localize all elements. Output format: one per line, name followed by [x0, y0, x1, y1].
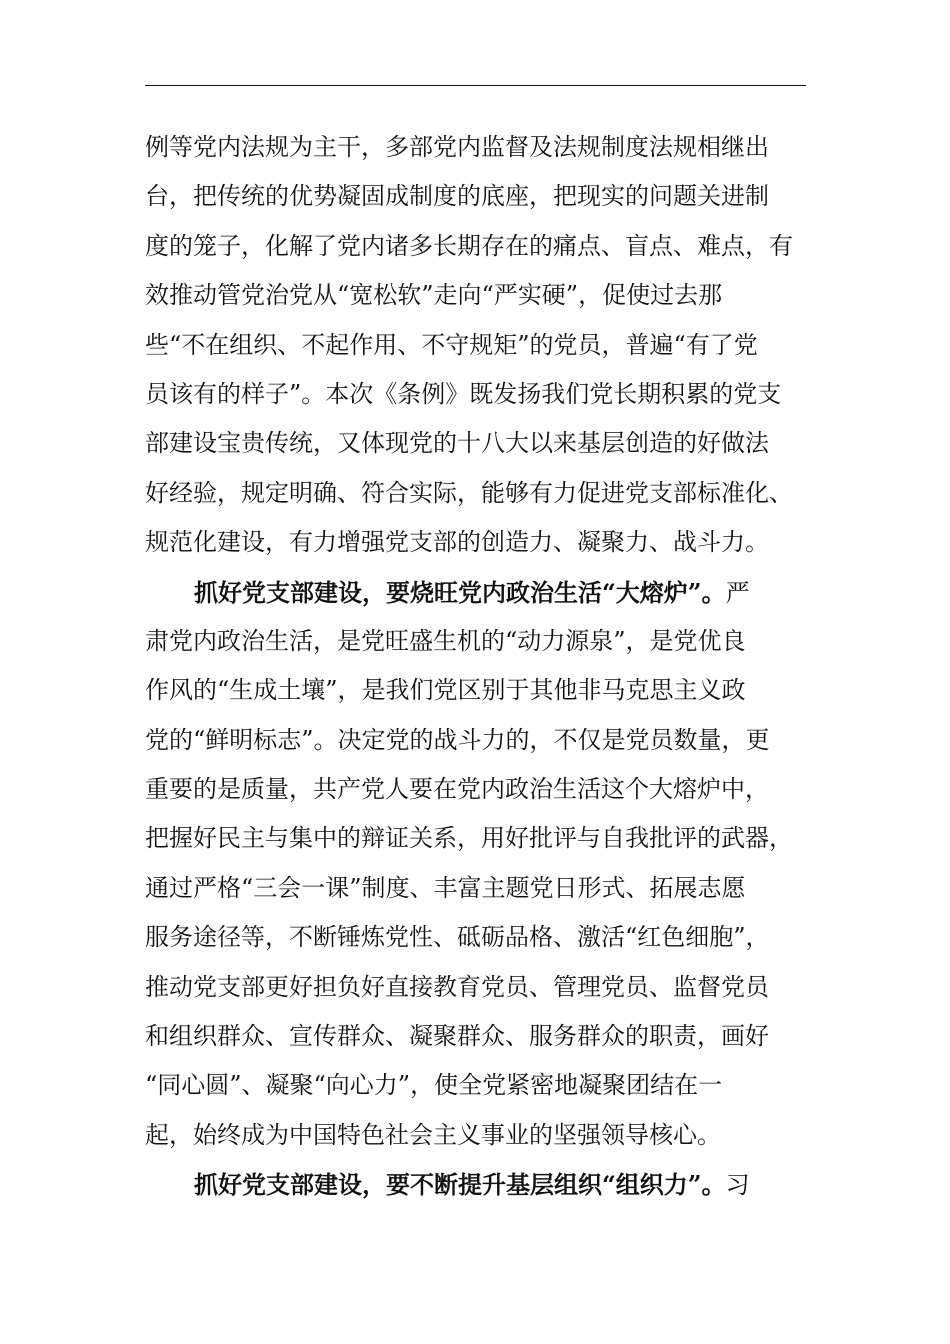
text-line: 和组织群众、宣传群众、凝聚群众、服务群众的职责，画好 — [145, 1022, 769, 1051]
text-line: 例等党内法规为主干，多部党内监督及法规制度法规相继出 — [145, 133, 769, 161]
text-line: 作风的“生成土壤”，是我们党区别于其他非马克思主义政 — [145, 676, 746, 705]
text-line: 好经验，规定明确、符合实际，能够有力促进党支部标准化、 — [145, 478, 793, 507]
text-line: 度的笼子，化解了党内诸多长期存在的痛点、盲点、难点，有 — [145, 231, 793, 260]
text-line: 起，始终成为中国特色社会主义事业的坚强领导核心。 — [145, 1120, 721, 1149]
paragraph-2 — [145, 568, 806, 1161]
text-line: 服务途径等，不断锤炼党性、砥砺品格、激活“红色细胞”， — [145, 923, 770, 952]
paragraph-heading: 抓好党支部建设，要不断提升基层组织“组织力”。 — [194, 1170, 726, 1200]
paragraph-heading: 抓好党支部建设，要烧旺党内政治生活“大熔炉”。 — [194, 577, 726, 607]
text-line: 效推动管党治党从“宽松软”走向“严实硬”，促使过去那 — [145, 281, 723, 310]
text-line: 肃党内政治生活，是党旺盛生机的“动力源泉”，是党优良 — [145, 626, 746, 655]
text-line: 重要的是质量，共产党人要在党内政治生活这个大熔炉中， — [145, 775, 769, 804]
paragraph-3 — [145, 1160, 806, 1209]
header-rule — [145, 85, 806, 86]
text-line: 些“不在组织、不起作用、不守规矩”的党员，普遍“有了党 — [145, 330, 758, 359]
paragraph-first-line — [145, 1160, 806, 1209]
text-line: 党的“鲜明标志”。决定党的战斗力的，不仅是党员数量，更 — [145, 725, 770, 754]
text-line: 把握好民主与集中的辩证关系，用好批评与自我批评的武器， — [145, 824, 793, 853]
text-line: 规范化建设，有力增强党支部的创造力、凝聚力、战斗力。 — [145, 528, 769, 557]
text-run: 严 — [725, 578, 750, 607]
paragraph-1 — [145, 123, 806, 568]
text-run: 习 — [725, 1171, 750, 1200]
text-line: 通过严格“三会一课”制度、丰富主题党日形式、拓展志愿 — [145, 873, 746, 902]
text-line: 员该有的样子”。本次《条例》既发扬我们党长期积累的党支 — [145, 379, 782, 408]
text-line: 部建设宝贵传统，又体现党的十八大以来基层创造的好做法 — [145, 429, 769, 458]
text-line: 推动党支部更好担负好直接教育党员、管理党员、监督党员 — [145, 972, 769, 1001]
document-body — [145, 123, 806, 1210]
text-line: “同心圆”、凝聚“向心力”，使全党紧密地凝聚团结在一 — [145, 1071, 723, 1100]
paragraph-first-line — [145, 568, 806, 617]
text-line: 台，把传统的优势凝固成制度的底座，把现实的问题关进制 — [145, 182, 769, 211]
